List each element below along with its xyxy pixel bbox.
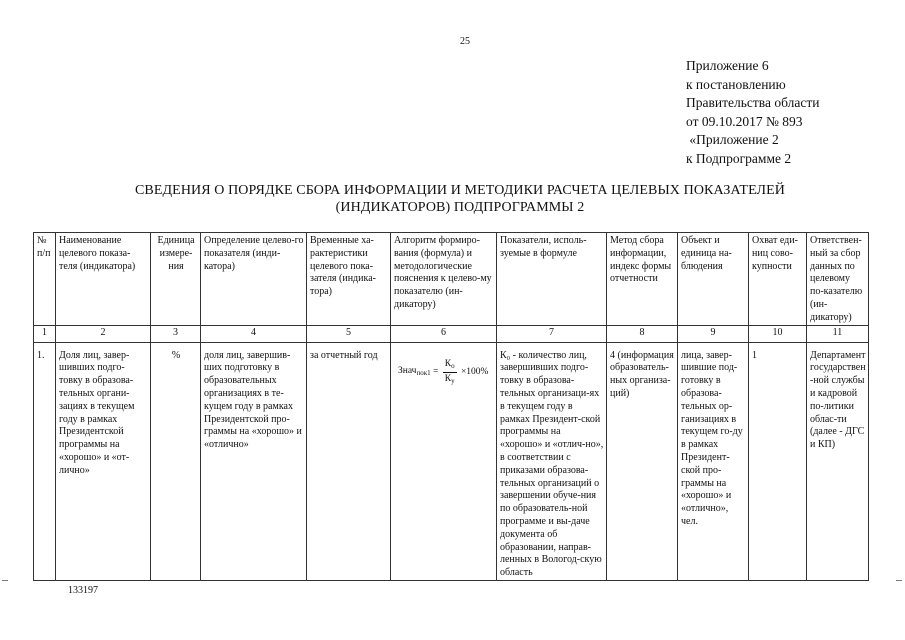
appendix-line: к постановлению <box>686 76 786 92</box>
page-number: 25 <box>460 36 470 47</box>
formula-lhs-sub: пок1 <box>416 369 431 378</box>
formula-denominator-text: К <box>444 374 452 385</box>
header-cell: Единица измере-ния <box>151 233 201 326</box>
formula-lhs-text: Знач <box>398 366 417 377</box>
indicator-definition: доля лиц, завершив-ших подготовку в образовательных организациях в те-кущем году в рамках Президентской про-граммы на «хорошо» и «отлично» <box>201 342 307 580</box>
appendix-line: от 09.10.2017 № 893 <box>686 113 803 129</box>
header-cell: Ответствен-ный за сбор данных по целевому по-казателю (ин-дикатору) <box>807 233 869 326</box>
formula-cell <box>391 342 497 580</box>
edge-mark-right <box>896 580 902 581</box>
column-number: 4 <box>201 325 307 342</box>
appendix-line: Правительства области <box>686 95 820 110</box>
table-row <box>34 342 869 580</box>
column-number: 11 <box>807 325 869 342</box>
header-cell: Показатели, исполь-зуемые в формуле <box>497 233 607 326</box>
footer-code: 133197 <box>68 585 98 596</box>
appendix-line: к Подпрограмме 2 <box>686 150 792 166</box>
appendix-line: «Приложение 2 <box>686 132 779 147</box>
title-line: СВЕДЕНИЯ О ПОРЯДКЕ СБОРА ИНФОРМАЦИИ И МЕТОДИКИ РАСЧЕТА ЦЕЛЕВЫХ ПОКАЗАТЕЛЕЙ <box>134 183 786 198</box>
formula-numerator-text: К <box>444 358 452 369</box>
formula-fraction <box>443 358 457 389</box>
time-characteristics: за отчетный год <box>307 342 391 580</box>
formula-equals: = <box>433 367 439 378</box>
header-cell: № п/п <box>34 233 56 326</box>
header-cell: Объект и единица на-блюдения <box>678 233 749 326</box>
indicators-table <box>33 232 869 581</box>
column-number: 1 <box>34 325 56 342</box>
column-number-row <box>34 325 869 342</box>
title-line: (ИНДИКАТОРОВ) ПОДПРОГРАММЫ 2 <box>335 200 585 215</box>
table-header-row <box>34 233 869 326</box>
formula <box>394 350 494 389</box>
formula-denominator <box>443 373 457 388</box>
header-cell: Наименование целевого показа-теля (индикатора) <box>56 233 151 326</box>
column-number: 6 <box>391 325 497 342</box>
header-cell: Охват еди-ниц сово-купности <box>749 233 807 326</box>
column-number: 3 <box>151 325 201 342</box>
document-title <box>60 182 860 216</box>
edge-mark-left <box>2 580 8 581</box>
indicator-name: Доля лиц, завер-шивших подго-товку в образова-тельных органи-зациях в текущем году в рамках Президентской программы на «хорошо» и «от-лично» <box>56 342 151 580</box>
column-number: 9 <box>678 325 749 342</box>
column-number: 5 <box>307 325 391 342</box>
header-cell: Определение целево-го показателя (инди-катора) <box>201 233 307 326</box>
responsible: Департамент государствен-ной службы и кадровой по-литики облас-ти (далее - ДГС и КП) <box>807 342 869 580</box>
formula-numerator <box>443 358 457 374</box>
formula-indicators: К₀ - количество лиц, завершивших подго-товку в образова-тельных организаци-ях в текущем году в рамках Президент-ской программы на «хорошо» и «отлич-но», в соответствии с приказами образова-тельных организаций о завершении обуче-ния по образователь-ной программе и вы-даче документа об образовании, направ-ленных в Вологод-скую область <box>497 342 607 580</box>
formula-multiplier: ×100% <box>460 367 489 378</box>
formula-lhs <box>398 365 431 380</box>
appendix-line: Приложение 6 <box>686 58 769 73</box>
column-number: 7 <box>497 325 607 342</box>
appendix-block <box>686 57 819 168</box>
header-cell: Алгоритм формиро-вания (формула) и методологические пояснения к целево-му показателю (ин-дикатору) <box>391 233 497 326</box>
collection-method: 4 (информация образователь-ных организа-ций) <box>607 342 678 580</box>
formula-numerator-sub: о <box>451 361 455 370</box>
indicator-unit: % <box>151 342 201 580</box>
column-number: 10 <box>749 325 807 342</box>
formula-denominator-sub: у <box>451 377 455 386</box>
row-number: 1. <box>34 342 56 580</box>
column-number: 8 <box>607 325 678 342</box>
observation-object: лица, завер-шившие под-готовку в образова-тельных ор-ганизациях в текущем го-ду в рамках Президент-ской про-граммы на «хорошо» и «отлично», чел. <box>678 342 749 580</box>
column-number: 2 <box>56 325 151 342</box>
header-cell: Временные ха-рактеристики целевого пока-зателя (индика-тора) <box>307 233 391 326</box>
coverage: 1 <box>749 342 807 580</box>
header-cell: Метод сбора информации, индекс формы отчетности <box>607 233 678 326</box>
